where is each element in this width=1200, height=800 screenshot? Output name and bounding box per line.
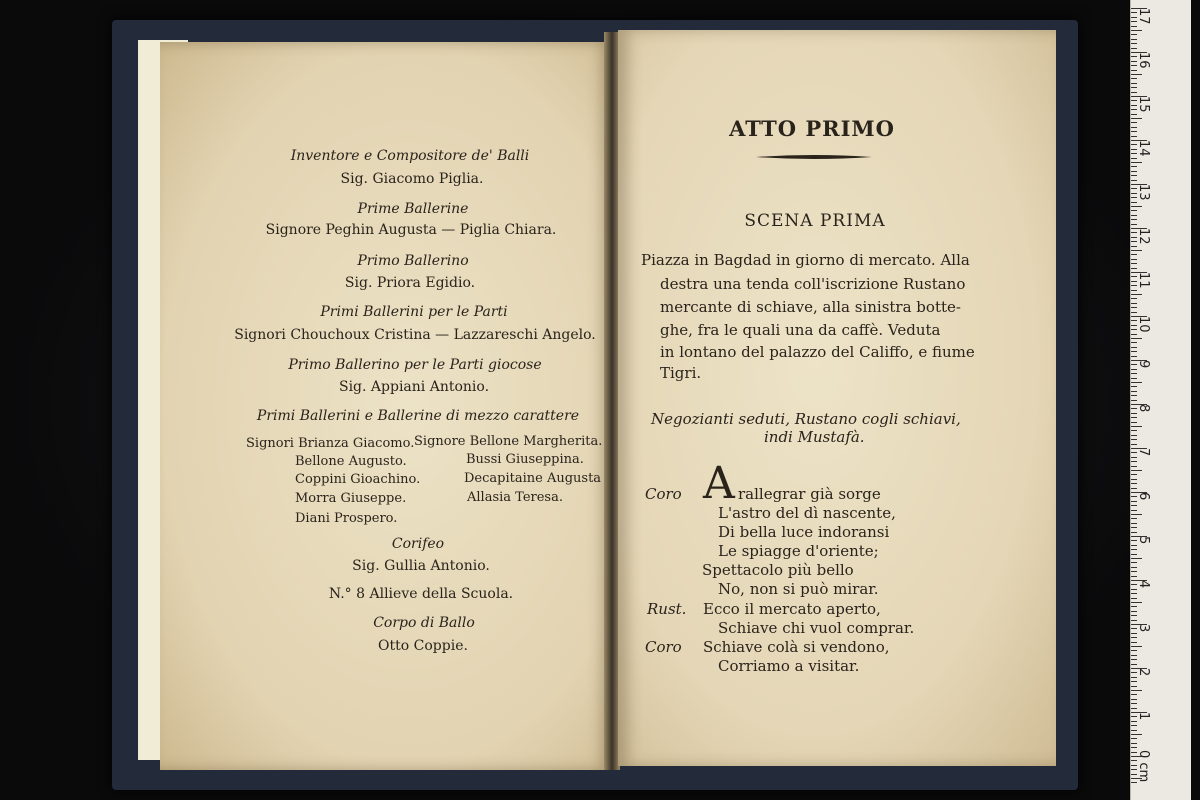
ruler-tick [1131, 576, 1137, 577]
ruler-label: 14 [1136, 140, 1151, 157]
ruler-label: 6 [1136, 492, 1151, 501]
ruler-tick [1131, 347, 1137, 348]
ruler-tick [1131, 312, 1137, 313]
ruler-label: 7 [1136, 448, 1151, 457]
ruler-label: 3 [1136, 624, 1151, 633]
ruler-tick [1131, 268, 1137, 269]
ruler-tick [1131, 118, 1142, 119]
ruler-tick [1131, 615, 1137, 616]
ruler-tick [1131, 43, 1137, 44]
ruler-tick [1131, 166, 1137, 167]
ruler-tick [1131, 567, 1137, 568]
verse-line: rallegrar già sorge [738, 485, 881, 503]
ruler-tick [1131, 650, 1137, 651]
ruler-tick [1131, 694, 1137, 695]
credit-role: Corpo di Ballo [373, 615, 475, 631]
ruler-tick [1131, 70, 1137, 71]
ruler-tick [1131, 483, 1137, 484]
verse-line: Ecco il mercato aperto, [703, 600, 881, 618]
verse-line: Le spiagge d'oriente; [718, 542, 879, 560]
ruler-tick [1131, 606, 1137, 607]
ruler-tick [1131, 171, 1137, 172]
ruler-tick [1131, 334, 1137, 335]
ruler-tick [1131, 127, 1137, 128]
verse-line: No, non si può mirar. [718, 580, 879, 598]
dancer-name: Decapitaine Augusta [464, 471, 602, 486]
ruler-tick [1131, 162, 1142, 163]
dancer-name: Bellone Augusto. [295, 454, 407, 469]
credit-name: Signori Chouchoux Cristina — Lazzareschi Angelo. [234, 327, 596, 343]
ruler-tick [1131, 290, 1137, 291]
dancer-name: Signori Brianza Giacomo. [246, 436, 415, 451]
ruler-tick [1131, 426, 1142, 427]
verse-line: Spettacolo più bello [702, 561, 854, 579]
ruler-tick [1131, 501, 1137, 502]
dancer-name: Allasia Teresa. [467, 490, 563, 505]
ruler-tick [1131, 391, 1137, 392]
credit-name: Sig. Gullia Antonio. [352, 558, 490, 574]
ruler-tick [1131, 413, 1137, 414]
ruler-label: 8 [1136, 404, 1151, 413]
ruler-tick [1131, 259, 1137, 260]
ruler-tick [1131, 518, 1137, 519]
ruler-tick [1131, 545, 1137, 546]
ruler-tick [1131, 466, 1137, 467]
ruler-tick [1131, 254, 1137, 255]
ruler-tick [1131, 246, 1137, 247]
ruler-tick [1131, 708, 1137, 709]
ruler-label: 11 [1136, 272, 1151, 289]
ruler-tick [1131, 210, 1137, 211]
ruler-tick [1131, 734, 1142, 735]
ruler-label: 13 [1136, 184, 1151, 201]
ruler-tick [1131, 677, 1137, 678]
ruler-tick [1131, 78, 1137, 79]
ruler-tick [1131, 430, 1137, 431]
ruler-tick [1131, 342, 1137, 343]
ruler-tick [1131, 571, 1137, 572]
dancer-name: Signore Bellone Margherita. [414, 434, 603, 449]
ruler-tick [1131, 34, 1137, 35]
ruler-label: 2 [1136, 668, 1151, 677]
verse-line: L'astro del dì nascente, [718, 504, 896, 522]
ruler-label: 16 [1136, 52, 1151, 69]
credit-role: Primi Ballerini e Ballerine di mezzo carattere [256, 408, 580, 424]
ruler-tick [1131, 637, 1137, 638]
ruler-tick [1131, 474, 1137, 475]
ruler-tick [1131, 611, 1137, 612]
ruler-label: 4 [1136, 580, 1151, 589]
ruler-label: 0 cm [1136, 750, 1151, 783]
ruler-tick [1131, 219, 1137, 220]
ruler-tick [1131, 699, 1137, 700]
ruler-tick [1131, 180, 1137, 181]
ruler-tick [1131, 92, 1137, 93]
ruler-tick [1131, 527, 1137, 528]
ruler-tick [1131, 470, 1142, 471]
ruler-tick [1131, 298, 1137, 299]
ruler-tick [1131, 26, 1137, 27]
ruler-tick [1131, 549, 1137, 550]
ruler-tick [1131, 457, 1137, 458]
verse-line: Schiave colà si vendono, [703, 638, 890, 656]
ruler-label: 10 [1136, 316, 1151, 333]
ruler-tick [1131, 510, 1137, 511]
credit-role: Prime Ballerine [357, 201, 469, 217]
ruler-tick [1131, 395, 1137, 396]
ruler-tick [1131, 338, 1142, 339]
ruler-tick [1131, 263, 1137, 264]
ruler-tick [1131, 30, 1142, 31]
ruler-tick [1131, 114, 1137, 115]
ruler-tick [1131, 690, 1142, 691]
ruler-tick [1131, 224, 1137, 225]
ruler-tick [1131, 386, 1137, 387]
ruler-tick [1131, 681, 1137, 682]
dancer-name: Morra Giuseppe. [295, 491, 407, 506]
ruler-tick [1131, 479, 1137, 480]
ruler-tick [1131, 356, 1137, 357]
ruler-tick [1131, 83, 1137, 84]
ruler-tick [1131, 417, 1137, 418]
ruler-tick [1131, 532, 1137, 533]
ruler-tick [1131, 215, 1137, 216]
ruler-tick [1131, 351, 1137, 352]
credit-role: Primo Ballerino per le Parti giocose [288, 357, 542, 373]
description-line: ghe, fra le quali una da caffè. Veduta [660, 321, 941, 339]
ruler-tick [1131, 686, 1137, 687]
ruler-tick [1131, 131, 1137, 132]
ruler-tick [1131, 738, 1137, 739]
ruler-tick [1131, 39, 1137, 40]
ruler-tick [1131, 400, 1137, 401]
ruler-tick [1131, 206, 1142, 207]
scene-heading: SCENA PRIMA [744, 211, 886, 231]
ruler-tick [1131, 646, 1142, 647]
credit-name: Otto Coppie. [378, 638, 468, 654]
ruler-tick [1131, 294, 1142, 295]
ruler-tick [1131, 422, 1137, 423]
act-heading: ATTO PRIMO [729, 116, 895, 141]
ruler-tick [1131, 48, 1137, 49]
ruler-tick [1131, 620, 1137, 621]
credit-role: Inventore e Compositore de' Balli [290, 148, 530, 164]
verse-line: Corriamo a visitar. [718, 657, 860, 675]
ruler-tick [1131, 122, 1137, 123]
ruler-tick [1131, 136, 1137, 137]
ruler-tick [1131, 659, 1137, 660]
speaker-label: Coro [645, 485, 682, 503]
ruler-tick [1131, 158, 1137, 159]
credit-role: Primo Ballerino [357, 253, 469, 269]
ruler-tick [1131, 250, 1142, 251]
verse-line: Schiave chi vuol comprar. [718, 619, 915, 637]
ruler-tick [1131, 444, 1137, 445]
drop-cap: A [703, 458, 735, 509]
stage-direction-line: indi Mustafà. [764, 428, 865, 446]
ruler-tick [1131, 747, 1137, 748]
description-line: in lontano del palazzo del Califfo, e fiume [660, 343, 975, 361]
ruler-tick [1131, 655, 1137, 656]
ruler-tick [1131, 725, 1137, 726]
ruler-label: 9 [1136, 360, 1151, 369]
ruler-tick [1131, 303, 1137, 304]
credit-name: N.° 8 Allieve della Scuola. [328, 586, 514, 602]
ruler-tick [1131, 730, 1137, 731]
ruler-tick [1131, 373, 1137, 374]
description-line: Piazza in Bagdad in giorno di mercato. Alla [641, 251, 970, 269]
ruler-tick [1131, 589, 1137, 590]
dancer-name: Diani Prospero. [295, 511, 398, 526]
ruler-tick [1131, 633, 1137, 634]
ruler-tick [1131, 505, 1137, 506]
description-line: Tigri. [660, 364, 702, 382]
ruler-tick [1131, 87, 1137, 88]
ruler-tick [1131, 558, 1142, 559]
credit-name: Sig. Appiani Antonio. [338, 379, 490, 395]
ruler-label: 17 [1136, 8, 1151, 25]
ruler-tick [1131, 554, 1137, 555]
ruler-tick [1131, 74, 1142, 75]
ruler-tick [1131, 369, 1137, 370]
ruler-tick [1131, 382, 1142, 383]
ruler-tick [1131, 782, 1137, 783]
speaker-label: Rust. [647, 600, 687, 618]
ruler-tick [1131, 664, 1137, 665]
ruler-label: 5 [1136, 536, 1151, 545]
ruler-tick [1131, 642, 1137, 643]
dancer-name: Bussi Giuseppina. [466, 452, 584, 467]
ruler-tick [1131, 461, 1137, 462]
ruler-label: 1 [1136, 712, 1151, 721]
ruler-tick [1131, 598, 1137, 599]
ruler-tick [1131, 202, 1137, 203]
ruler-tick [1131, 523, 1137, 524]
ruler-tick [1131, 435, 1137, 436]
measurement-ruler [1130, 0, 1191, 800]
speaker-label: Coro [645, 638, 682, 656]
credit-name: Signore Peghin Augusta — Piglia Chiara. [265, 222, 557, 238]
ruler-tick [1131, 514, 1142, 515]
ruler-tick [1131, 562, 1137, 563]
credit-role: Primi Ballerini per le Parti [320, 304, 508, 320]
ruler-tick [1131, 721, 1137, 722]
stage-direction-line: Negozianti seduti, Rustano cogli schiavi, [651, 410, 961, 428]
ruler-tick [1131, 593, 1137, 594]
dancer-name: Coppini Gioachino. [295, 472, 421, 487]
credit-role: Corifeo [391, 536, 445, 552]
ruler-tick [1131, 307, 1137, 308]
ornamental-rule [756, 154, 872, 160]
credit-name: Sig. Giacomo Piglia. [340, 171, 484, 187]
ruler-label: 15 [1136, 96, 1151, 113]
ruler-tick [1131, 602, 1142, 603]
credit-name: Sig. Priora Egidio. [344, 275, 476, 291]
verse-line: Di bella luce indoransi [718, 523, 890, 541]
ruler-label: 12 [1136, 228, 1151, 245]
description-line: mercante di schiave, alla sinistra botte- [660, 298, 961, 316]
ruler-tick [1131, 439, 1137, 440]
ruler-tick [1131, 703, 1137, 704]
ruler-tick [1131, 175, 1137, 176]
ruler-tick [1131, 488, 1137, 489]
description-line: destra una tenda coll'iscrizione Rustano [660, 275, 966, 293]
ruler-tick [1131, 743, 1137, 744]
ruler-tick [1131, 378, 1137, 379]
